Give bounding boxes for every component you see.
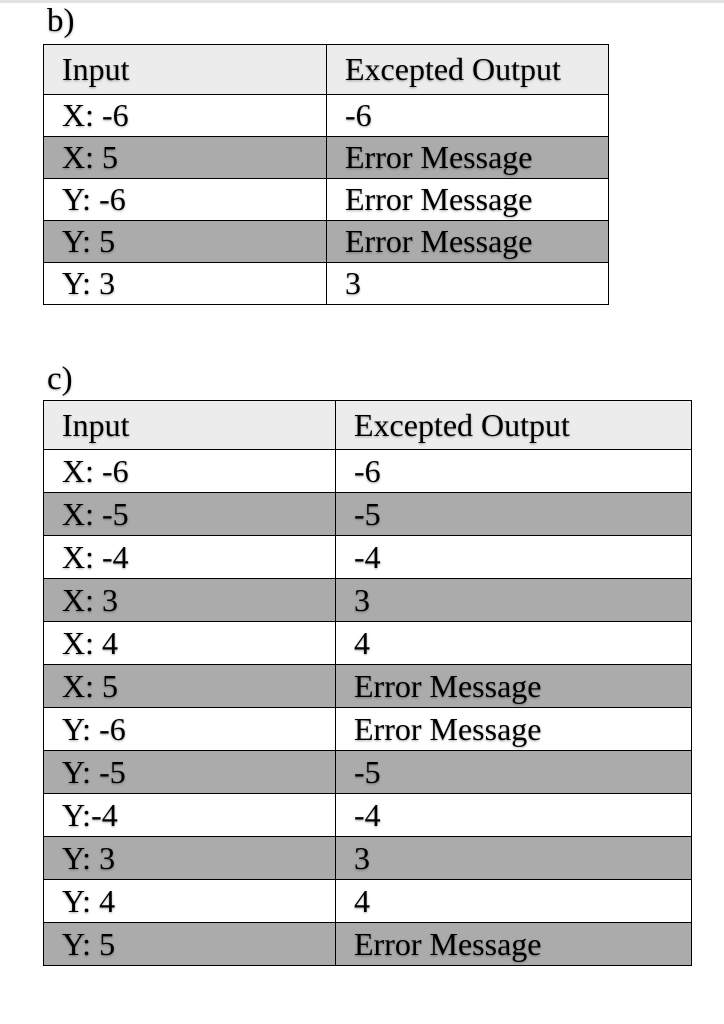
input-cell: X: -6 <box>44 450 336 493</box>
expected-output-cell: Error Message <box>336 923 692 966</box>
input-cell: X: -6 <box>44 95 327 137</box>
section-c-label: c) <box>47 361 73 397</box>
expected-output-cell: -5 <box>336 751 692 794</box>
table-body-b <box>44 95 609 305</box>
expected-output-cell: Error Message <box>327 221 609 263</box>
expected-output-cell: Error Message <box>327 179 609 221</box>
input-cell: Y: -6 <box>44 708 336 751</box>
table-row <box>44 450 692 493</box>
column-header-expected-output: Excepted Output <box>336 401 692 450</box>
input-cell: X: 4 <box>44 622 336 665</box>
table-header-row <box>44 45 609 95</box>
input-cell: Y: 5 <box>44 221 327 263</box>
input-cell: Y: 5 <box>44 923 336 966</box>
input-cell: X: 5 <box>44 665 336 708</box>
test-table-b <box>43 44 609 305</box>
input-cell: X: 5 <box>44 137 327 179</box>
expected-output-cell: -6 <box>327 95 609 137</box>
test-table-c <box>43 400 692 966</box>
expected-output-cell: 3 <box>336 837 692 880</box>
expected-output-cell: -4 <box>336 794 692 837</box>
table-row <box>44 880 692 923</box>
expected-output-cell: 3 <box>336 579 692 622</box>
table-row <box>44 493 692 536</box>
table-row <box>44 536 692 579</box>
table-row <box>44 622 692 665</box>
table-row <box>44 263 609 305</box>
table-row <box>44 751 692 794</box>
column-header-expected-output: Excepted Output <box>327 45 609 95</box>
table-body-c <box>44 450 692 966</box>
input-cell: Y: -5 <box>44 751 336 794</box>
input-cell: Y: 4 <box>44 880 336 923</box>
table-row <box>44 179 609 221</box>
input-cell: Y:-4 <box>44 794 336 837</box>
input-cell: Y: -6 <box>44 179 327 221</box>
table-row <box>44 837 692 880</box>
column-header-input: Input <box>44 45 327 95</box>
expected-output-cell: Error Message <box>327 137 609 179</box>
table-row <box>44 221 609 263</box>
table-row <box>44 665 692 708</box>
top-divider <box>0 0 724 3</box>
table-row <box>44 708 692 751</box>
expected-output-cell: Error Message <box>336 665 692 708</box>
expected-output-cell: -5 <box>336 493 692 536</box>
expected-output-cell: 4 <box>336 622 692 665</box>
table-row <box>44 95 609 137</box>
input-cell: Y: 3 <box>44 837 336 880</box>
section-b-label: b) <box>47 3 75 39</box>
expected-output-cell: 3 <box>327 263 609 305</box>
table-row <box>44 794 692 837</box>
table-header-row <box>44 401 692 450</box>
input-cell: X: 3 <box>44 579 336 622</box>
table-row <box>44 137 609 179</box>
expected-output-cell: -4 <box>336 536 692 579</box>
table-row <box>44 579 692 622</box>
expected-output-cell: Error Message <box>336 708 692 751</box>
table-row <box>44 923 692 966</box>
input-cell: X: -5 <box>44 493 336 536</box>
input-cell: Y: 3 <box>44 263 327 305</box>
input-cell: X: -4 <box>44 536 336 579</box>
expected-output-cell: -6 <box>336 450 692 493</box>
expected-output-cell: 4 <box>336 880 692 923</box>
column-header-input: Input <box>44 401 336 450</box>
